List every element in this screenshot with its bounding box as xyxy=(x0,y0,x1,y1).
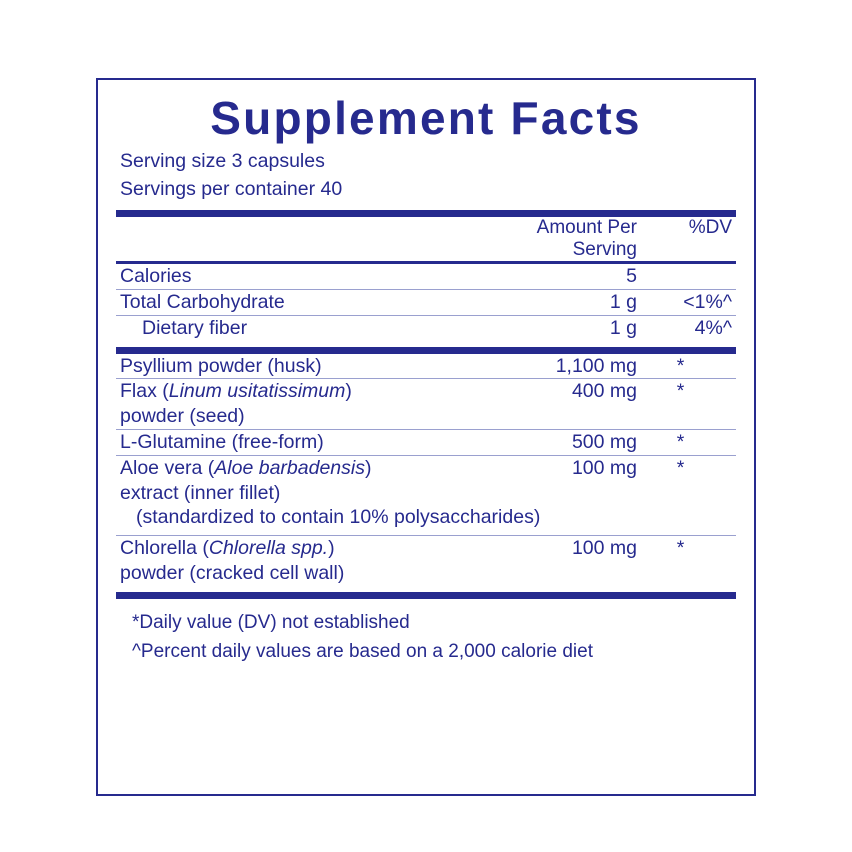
table-row xyxy=(116,354,736,379)
row-name-chlorella-post: ) xyxy=(328,537,335,560)
footnote-daily-value: *Daily value (DV) not established xyxy=(132,612,410,634)
row-amount-psyllium: 1,100 mg xyxy=(555,354,637,377)
row-name-aloe-line2: extract (inner fillet) xyxy=(120,482,281,505)
row-dv-aloe-vera: * xyxy=(676,457,685,480)
aloe-note-text: (standardized to contain 10% polysaccharides) xyxy=(136,506,541,529)
row-name-chlorella-line2: powder (cracked cell wall) xyxy=(120,562,345,585)
row-name-chlorella xyxy=(116,536,488,586)
table-row xyxy=(116,290,736,315)
row-name-chlorella-pre: Chlorella ( xyxy=(120,537,209,560)
row-name-aloe-vera xyxy=(116,456,488,506)
row-name-calories: Calories xyxy=(120,264,192,287)
ingredient-rows-5 xyxy=(116,536,736,586)
header-percent-dv: %DV xyxy=(688,216,732,238)
footnote-percent-daily-values: ^Percent daily values are based on a 2,000 calorie diet xyxy=(132,640,593,662)
row-amount-l-glutamine: 500 mg xyxy=(571,431,637,454)
nutrition-rows xyxy=(116,264,736,289)
table-row xyxy=(116,536,736,586)
ingredient-rows-2 xyxy=(116,379,736,429)
divider-thick-mid xyxy=(116,347,736,354)
row-name-aloe-italic: Aloe barbadensis xyxy=(214,457,365,480)
row-name-flax xyxy=(116,379,488,429)
page-title: Supplement Facts xyxy=(210,92,642,144)
supplement-facts-panel xyxy=(96,78,756,796)
nutrition-rows-3 xyxy=(116,316,736,341)
row-name-flax-pre: Flax ( xyxy=(120,380,169,403)
nutrition-table xyxy=(116,217,736,261)
row-dv-calories xyxy=(643,264,736,289)
ingredient-rows-3 xyxy=(116,430,736,455)
divider-thick-bottom xyxy=(116,592,736,599)
header-amount-per-serving: Amount Per Serving xyxy=(536,216,637,260)
header-blank xyxy=(116,217,488,261)
row-name-chlorella-italic: Chlorella spp. xyxy=(208,537,329,560)
divider-thick-top xyxy=(116,210,736,217)
row-name-total-carbohydrate: Total Carbohydrate xyxy=(120,290,285,313)
row-dv-chlorella: * xyxy=(676,537,685,560)
table-row-note xyxy=(116,506,736,529)
table-header-row xyxy=(116,217,736,261)
row-name-flax-italic: Linum usitatissimum xyxy=(168,380,346,403)
row-amount-dietary-fiber: 1 g xyxy=(609,316,637,339)
row-amount-flax: 400 mg xyxy=(571,380,637,403)
row-dv-flax: * xyxy=(676,380,685,403)
serving-size: Serving size 3 capsules xyxy=(120,150,325,173)
table-row xyxy=(116,316,736,341)
row-aloe-standardization-note xyxy=(116,506,736,529)
row-name-dietary-fiber: Dietary fiber xyxy=(142,316,248,339)
table-row xyxy=(116,379,736,429)
row-name-aloe-post: ) xyxy=(364,457,372,480)
panel-inner xyxy=(98,80,754,666)
servings-per-container: Servings per container 40 xyxy=(120,177,343,200)
row-name-l-glutamine: L-Glutamine (free-form) xyxy=(120,431,324,454)
table-row xyxy=(116,430,736,455)
ingredient-rows-4 xyxy=(116,456,736,529)
row-amount-aloe-vera: 100 mg xyxy=(571,457,637,480)
row-dv-psyllium: * xyxy=(676,354,685,377)
row-dv-dietary-fiber: 4%^ xyxy=(694,316,732,339)
row-dv-total-carbohydrate: <1%^ xyxy=(683,290,732,313)
row-amount-calories: 5 xyxy=(626,264,637,287)
row-amount-chlorella: 100 mg xyxy=(571,537,637,560)
nutrition-rows-2 xyxy=(116,290,736,315)
row-name-flax-post: ) xyxy=(345,380,352,403)
table-row xyxy=(116,456,736,506)
row-dv-l-glutamine: * xyxy=(676,431,685,454)
footnotes xyxy=(116,599,736,666)
ingredient-rows-1 xyxy=(116,354,736,379)
row-name-aloe-pre: Aloe vera ( xyxy=(120,457,215,480)
row-name-flax-line2: powder (seed) xyxy=(120,405,245,428)
row-amount-total-carbohydrate: 1 g xyxy=(609,290,637,313)
row-name-psyllium: Psyllium powder (husk) xyxy=(120,354,322,377)
table-row xyxy=(116,264,736,289)
